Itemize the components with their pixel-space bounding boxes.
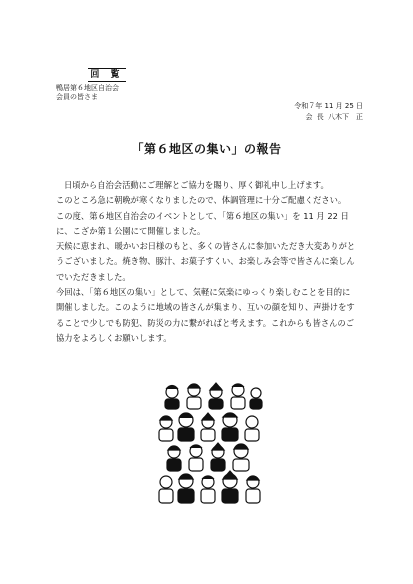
sender-signature: 会 長 八木下 正 bbox=[305, 113, 363, 121]
letter-title: 「第６地区の集い」の報告 bbox=[131, 142, 282, 156]
body-line: でいただきました。 bbox=[56, 271, 131, 282]
body-line: 協力をよろしくお願いします。 bbox=[56, 332, 172, 343]
body-line: 天候に恵まれ、暖かいお日様のもと、多くの皆さんに参加いただき大変ありがと bbox=[56, 241, 356, 252]
body-line: ることで少しでも防犯、防災の力に繋がればと考えます。これからも皆さんのご bbox=[56, 317, 355, 328]
body-line: 開催しました。このように地域の皆さんが集まり、互いの顔を知り、声掛けをす bbox=[56, 302, 355, 313]
letter-date: 令和７年 11 月 25 日 bbox=[294, 102, 363, 110]
body-line: うございました。焼き物、豚汁、お菓子すくい、お楽しみ会等で皆さんに楽しん bbox=[56, 256, 355, 267]
letter-body bbox=[56, 178, 366, 346]
body-line: この度、第６地区自治会のイベントとして、「第６地区の集い」を 11 月 22 日 bbox=[56, 210, 349, 221]
body-line: に、こざか第１公園にて開催しました。 bbox=[56, 225, 206, 236]
recipient-members: 会員の皆さま bbox=[56, 93, 98, 101]
body-line: このところ急に朝晩が寒くなりましたので、体調管理に十分ご配慮ください。 bbox=[56, 195, 347, 206]
circulation-stamp: 回 覧 bbox=[88, 68, 126, 82]
recipient-association: 鴨居第６地区自治会 bbox=[56, 84, 119, 92]
body-line: 今回は、「第６地区の集い」として、気軽に気楽にゆっくり楽しむことを目的に bbox=[56, 287, 351, 298]
crowd-of-people-illustration bbox=[158, 380, 264, 508]
body-line: 日頃から自治会活動にご理解とご協力を賜り、厚く御礼申し上げます。 bbox=[64, 180, 329, 190]
